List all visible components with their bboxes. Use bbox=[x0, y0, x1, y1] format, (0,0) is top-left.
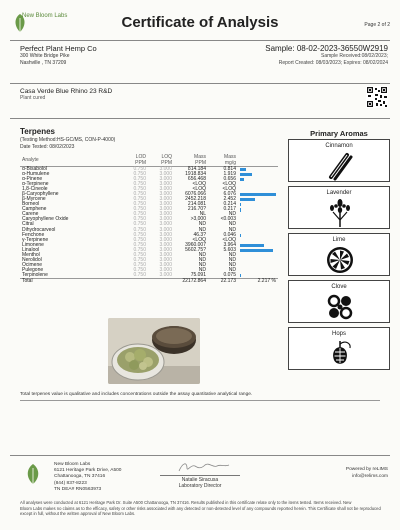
lod-cell: 0.750 bbox=[133, 241, 146, 248]
product-name: Casa Verde Blue Rhino 23 R&D bbox=[20, 88, 113, 95]
loq-cell: 3.000 bbox=[159, 236, 172, 243]
analyte-cell: Caryophyllene Oxide bbox=[22, 216, 69, 223]
aroma-label: Lime bbox=[332, 237, 346, 243]
aroma-label: Hops bbox=[331, 331, 346, 337]
mass-mgg-cell: <0.003 bbox=[220, 216, 236, 223]
header-mass-ppm: Mass PPM bbox=[174, 154, 208, 167]
terpenes-meta bbox=[20, 137, 115, 151]
total-label: Total bbox=[20, 278, 122, 284]
bar-cell bbox=[238, 273, 278, 279]
lod-cell: 0.750 bbox=[133, 236, 146, 243]
analyte-cell: α-Humulene bbox=[22, 171, 50, 178]
analyte-cell: α-Pinene bbox=[22, 176, 43, 183]
analyte-cell: Camphene bbox=[22, 206, 47, 213]
analyte-cell: Limonene bbox=[22, 241, 44, 248]
total-row bbox=[20, 278, 278, 284]
signature-image bbox=[165, 460, 245, 474]
sample-received: Sample Received:08/02/2023; bbox=[321, 53, 388, 59]
date-tested: Date Tested: 08/02/2023 bbox=[20, 144, 75, 150]
product-divider bbox=[10, 118, 390, 119]
mass-ppm-cell: 2452.218 bbox=[185, 196, 206, 203]
concentration-bar bbox=[240, 193, 276, 196]
mass-mgg-cell: ND bbox=[228, 226, 236, 233]
footer-address-line2: Chattanooga, TN 37416 bbox=[54, 474, 106, 480]
disclaimer-line2: Bloom Labs makes no claims as to the efficacy, safety or other risks associated with any detected or non-detected level of any compounds reported herein. This Certificate shall not be reproduced bbox=[20, 505, 381, 511]
client-info bbox=[20, 44, 97, 67]
mass-mgg-cell: ND bbox=[228, 261, 236, 268]
mass-mgg-cell: ND bbox=[228, 211, 236, 218]
mass-mgg-cell: 0.046 bbox=[223, 231, 236, 238]
product-type: Plant cured bbox=[20, 95, 46, 101]
loq-cell: 3.000 bbox=[159, 206, 172, 213]
loq-cell: 3.000 bbox=[159, 166, 172, 172]
mass-mgg-cell: 3.964 bbox=[223, 241, 236, 248]
analyte-cell: Carene bbox=[22, 211, 39, 218]
concentration-bar bbox=[240, 198, 255, 201]
report-dates: Report Created: 08/03/2023; Expires: 08/02/2024 bbox=[278, 60, 388, 66]
sample-photo-image bbox=[108, 318, 200, 384]
lod-cell: 0.750 bbox=[133, 246, 146, 253]
loq-cell: 3.000 bbox=[159, 186, 172, 193]
mass-ppm-cell: ND bbox=[198, 256, 206, 263]
mass-ppm-cell: ND bbox=[198, 266, 206, 273]
qr-code-icon[interactable] bbox=[366, 86, 388, 108]
analyte-cell: Fenchone bbox=[22, 231, 45, 238]
empty bbox=[122, 278, 148, 284]
mass-mgg-cell: <LOQ bbox=[222, 181, 236, 188]
total-mass-ppm: 22172.864 bbox=[174, 278, 208, 284]
loq-cell: 3.000 bbox=[159, 241, 172, 248]
disclaimer-line3: except in full, without the written approval of New Bloom Labs. bbox=[20, 511, 136, 516]
aroma-card-lime bbox=[288, 233, 390, 276]
header-loq: LOQ PPM bbox=[148, 154, 174, 167]
mass-ppm-cell: 3960.007 bbox=[185, 241, 206, 248]
header-analyte: Analyte bbox=[20, 154, 122, 167]
mass-ppm-cell: 75.091 bbox=[190, 271, 206, 278]
aroma-label: Cinnamon bbox=[325, 143, 353, 149]
loq-cell: 3.000 bbox=[159, 246, 172, 253]
loq-cell: 3.000 bbox=[159, 181, 172, 188]
terpenes-title: Terpenes bbox=[20, 127, 55, 136]
mass-ppm-cell: 46.3? bbox=[193, 231, 206, 238]
primary-aromas-title: Primary Aromas bbox=[310, 129, 368, 138]
client-address-line1: 300 White Bridge Pike bbox=[20, 53, 70, 59]
terpenes-table-body bbox=[20, 167, 278, 284]
mass-ppm-cell: <LOQ bbox=[192, 181, 206, 188]
mass-mgg-cell: 1.919 bbox=[223, 171, 236, 178]
aroma-card-hops bbox=[288, 327, 390, 370]
mass-mgg-cell: 2.452 bbox=[223, 196, 236, 203]
page-number: Page 2 of 2 bbox=[364, 22, 390, 28]
mass-mgg-cell: 0.075 bbox=[223, 271, 236, 278]
mass-mgg-cell: <LOQ bbox=[222, 186, 236, 193]
sample-id: Sample: 08-02-2023-36550W2919 bbox=[265, 44, 388, 53]
concentration-bar bbox=[240, 178, 244, 181]
analyte-cell: 1,8-Cineole bbox=[22, 186, 48, 193]
aroma-card-clove bbox=[288, 280, 390, 323]
lime-icon bbox=[325, 245, 355, 275]
lod-cell: 0.750 bbox=[133, 206, 146, 213]
signer-title: Laboratory Director bbox=[178, 483, 222, 489]
lod-cell: 0.750 bbox=[133, 186, 146, 193]
lod-cell: 0.750 bbox=[133, 231, 146, 238]
table-header-row bbox=[20, 154, 278, 167]
loq-cell: 3.000 bbox=[159, 221, 172, 228]
mass-mgg-cell: 0.656 bbox=[223, 176, 236, 183]
lod-cell: 0.750 bbox=[133, 226, 146, 233]
lab-name: New Bloom Labs bbox=[22, 13, 68, 19]
mass-mgg-cell: 0.217 bbox=[223, 206, 236, 213]
concentration-bar bbox=[240, 234, 241, 237]
total-percent: 2.217 % bbox=[238, 278, 278, 284]
analyte-cell: Menthol bbox=[22, 251, 40, 258]
terpenes-table bbox=[20, 154, 278, 284]
analyte-cell: β-Caryophyllene bbox=[22, 191, 59, 198]
footer-leaf-logo-icon bbox=[18, 462, 48, 486]
header-bar bbox=[238, 154, 278, 167]
client-name: Perfect Plant Hemp Co bbox=[20, 44, 97, 53]
analyte-cell: β-Myrcene bbox=[22, 196, 46, 203]
mass-ppm-cell: 216.70? bbox=[187, 206, 206, 213]
loq-cell: 3.000 bbox=[159, 231, 172, 238]
footer-divider bbox=[10, 455, 390, 456]
signature-line bbox=[160, 475, 240, 476]
empty bbox=[148, 278, 174, 284]
lavender-icon bbox=[325, 198, 355, 228]
mass-ppm-cell: ND bbox=[198, 251, 206, 258]
lod-cell: 0.750 bbox=[133, 211, 146, 218]
product-info bbox=[20, 88, 112, 101]
signer-name: Natalie Siracusa bbox=[181, 477, 219, 483]
lod-cell: 0.750 bbox=[133, 196, 146, 203]
aroma-label: Lavender bbox=[326, 190, 352, 196]
sample-info bbox=[265, 44, 388, 67]
loq-cell: 3.000 bbox=[159, 266, 172, 273]
lod-cell: 0.750 bbox=[133, 181, 146, 188]
loq-cell: 3.000 bbox=[159, 171, 172, 178]
concentration-bar bbox=[240, 208, 241, 211]
document-title: Certificate of Analysis bbox=[121, 14, 279, 31]
loq-cell: 3.000 bbox=[159, 261, 172, 268]
lod-cell: 0.750 bbox=[133, 271, 146, 278]
hops-icon bbox=[325, 339, 355, 369]
mass-mgg-cell: 0.814 bbox=[223, 166, 236, 172]
mass-mgg-cell: ND bbox=[228, 266, 236, 273]
analyte-cell: Linalool bbox=[22, 246, 40, 253]
mass-mgg-cell: ND bbox=[228, 221, 236, 228]
mass-ppm-cell: 214.081 bbox=[187, 201, 206, 208]
loq-cell: 3.000 bbox=[159, 191, 172, 198]
header-mass-mgg: Mass mg/g bbox=[208, 154, 238, 167]
clove-icon bbox=[325, 292, 355, 322]
mass-ppm-cell: ND bbox=[198, 261, 206, 268]
mass-mgg-cell: 5.603 bbox=[223, 246, 236, 253]
mass-ppm-cell: <LOQ bbox=[192, 236, 206, 243]
mass-ppm-cell: >3,000 bbox=[190, 216, 206, 223]
analyte-cell: α-Terpinene bbox=[22, 181, 49, 188]
aroma-card-cinnamon bbox=[288, 139, 390, 182]
lod-cell: 0.750 bbox=[133, 171, 146, 178]
analyte-cell: Nerolidol bbox=[22, 256, 42, 263]
footer-phone: (844) 837-8223 bbox=[54, 480, 87, 486]
analyte-cell: Citral bbox=[22, 221, 34, 228]
footer-lab-name: New Bloom Labs bbox=[54, 462, 91, 467]
analyte-cell: Pulegone bbox=[22, 266, 44, 273]
mass-ppm-cell: ND bbox=[198, 226, 206, 233]
loq-cell: 3.000 bbox=[159, 216, 172, 223]
loq-cell: 3.000 bbox=[159, 251, 172, 258]
concentration-bar bbox=[240, 244, 264, 247]
lod-cell: 0.750 bbox=[133, 176, 146, 183]
loq-cell: 3.000 bbox=[159, 256, 172, 263]
mass-ppm-cell: 814.184 bbox=[187, 166, 206, 172]
mass-ppm-cell: 656.468 bbox=[187, 176, 206, 183]
client-divider bbox=[10, 83, 390, 84]
concentration-bar bbox=[240, 168, 246, 171]
sample-photo bbox=[108, 318, 200, 384]
lod-cell: 0.750 bbox=[133, 251, 146, 258]
loq-cell: 3.000 bbox=[159, 211, 172, 218]
mass-ppm-cell: 5602.75? bbox=[185, 246, 206, 253]
total-terpenes-note: Total terpenes value is qualitative and includes concentrations outside the assay quantitative analytical range. bbox=[20, 392, 380, 401]
total-mass-mgg: 22.173 bbox=[208, 278, 238, 284]
testing-method: (Testing Method:HS-GC/MS, CON-P-4000) bbox=[20, 137, 116, 143]
analyte-cell: γ-Terpinene bbox=[22, 236, 49, 243]
loq-cell: 3.000 bbox=[159, 226, 172, 233]
mass-ppm-cell: NL bbox=[199, 211, 206, 218]
aroma-card-lavender bbox=[288, 186, 390, 229]
footer-address-line1: 6121 Heritage Park Drive, A500 bbox=[54, 468, 122, 474]
loq-cell: 3.000 bbox=[159, 196, 172, 203]
concentration-bar bbox=[240, 173, 252, 176]
mass-ppm-cell: <LOQ bbox=[192, 186, 206, 193]
signer-info bbox=[160, 477, 240, 489]
cinnamon-icon bbox=[325, 151, 355, 181]
loq-cell: 3.000 bbox=[159, 271, 172, 278]
mass-ppm-cell: 1918.834 bbox=[185, 171, 206, 178]
mass-ppm-cell: 6076.066 bbox=[185, 191, 206, 198]
lod-cell: 0.750 bbox=[133, 221, 146, 228]
footer-license: TN DEA# RN0563973 bbox=[54, 486, 102, 492]
aroma-label: Clove bbox=[331, 284, 347, 290]
analyte-cell: Ocimene bbox=[22, 261, 43, 268]
powered-by bbox=[346, 466, 388, 480]
lod-cell: 0.750 bbox=[133, 256, 146, 263]
mass-mgg-cell: 0.214 bbox=[223, 201, 236, 208]
mass-mgg-cell: <LOQ bbox=[222, 236, 236, 243]
header-divider bbox=[10, 40, 390, 41]
analyte-cell: α-Bisabolol bbox=[22, 166, 47, 172]
concentration-bar bbox=[240, 203, 241, 206]
concentration-bar bbox=[240, 274, 241, 277]
footer-address bbox=[54, 462, 121, 493]
disclaimer-line1: All analyses were conducted at 6121 Heritage Park Dr. Suite A500 Chattanooga, TN 37416. Results published in this certificate relate only to the items tested. Items received. New bbox=[20, 500, 352, 505]
contact-email[interactable]: info@relims.com bbox=[352, 474, 388, 479]
header-lod: LOD PPM bbox=[122, 154, 148, 167]
lod-cell: 0.750 bbox=[133, 266, 146, 273]
concentration-bar bbox=[240, 249, 273, 252]
lod-cell: 0.750 bbox=[133, 216, 146, 223]
disclaimer bbox=[20, 500, 390, 517]
client-address-line2: Nashville , TN 37209 bbox=[20, 60, 67, 66]
header bbox=[0, 0, 400, 40]
mass-mgg-cell: ND bbox=[228, 251, 236, 258]
analyte-cell: Borneol bbox=[22, 201, 40, 208]
lod-cell: 0.750 bbox=[133, 201, 146, 208]
mass-ppm-cell: ND bbox=[198, 221, 206, 228]
lod-cell: 0.750 bbox=[133, 191, 146, 198]
mass-mgg-cell: ND bbox=[228, 256, 236, 263]
mass-mgg-cell: 6.076 bbox=[223, 191, 236, 198]
powered-by-text: Powered by reLIMS bbox=[345, 467, 388, 472]
lod-cell: 0.750 bbox=[133, 261, 146, 268]
lod-cell: 0.750 bbox=[133, 166, 146, 172]
loq-cell: 3.000 bbox=[159, 201, 172, 208]
analyte-cell: Dihydrocarveol bbox=[22, 226, 56, 233]
analyte-cell: Terpinolene bbox=[22, 271, 48, 278]
loq-cell: 3.000 bbox=[159, 176, 172, 183]
